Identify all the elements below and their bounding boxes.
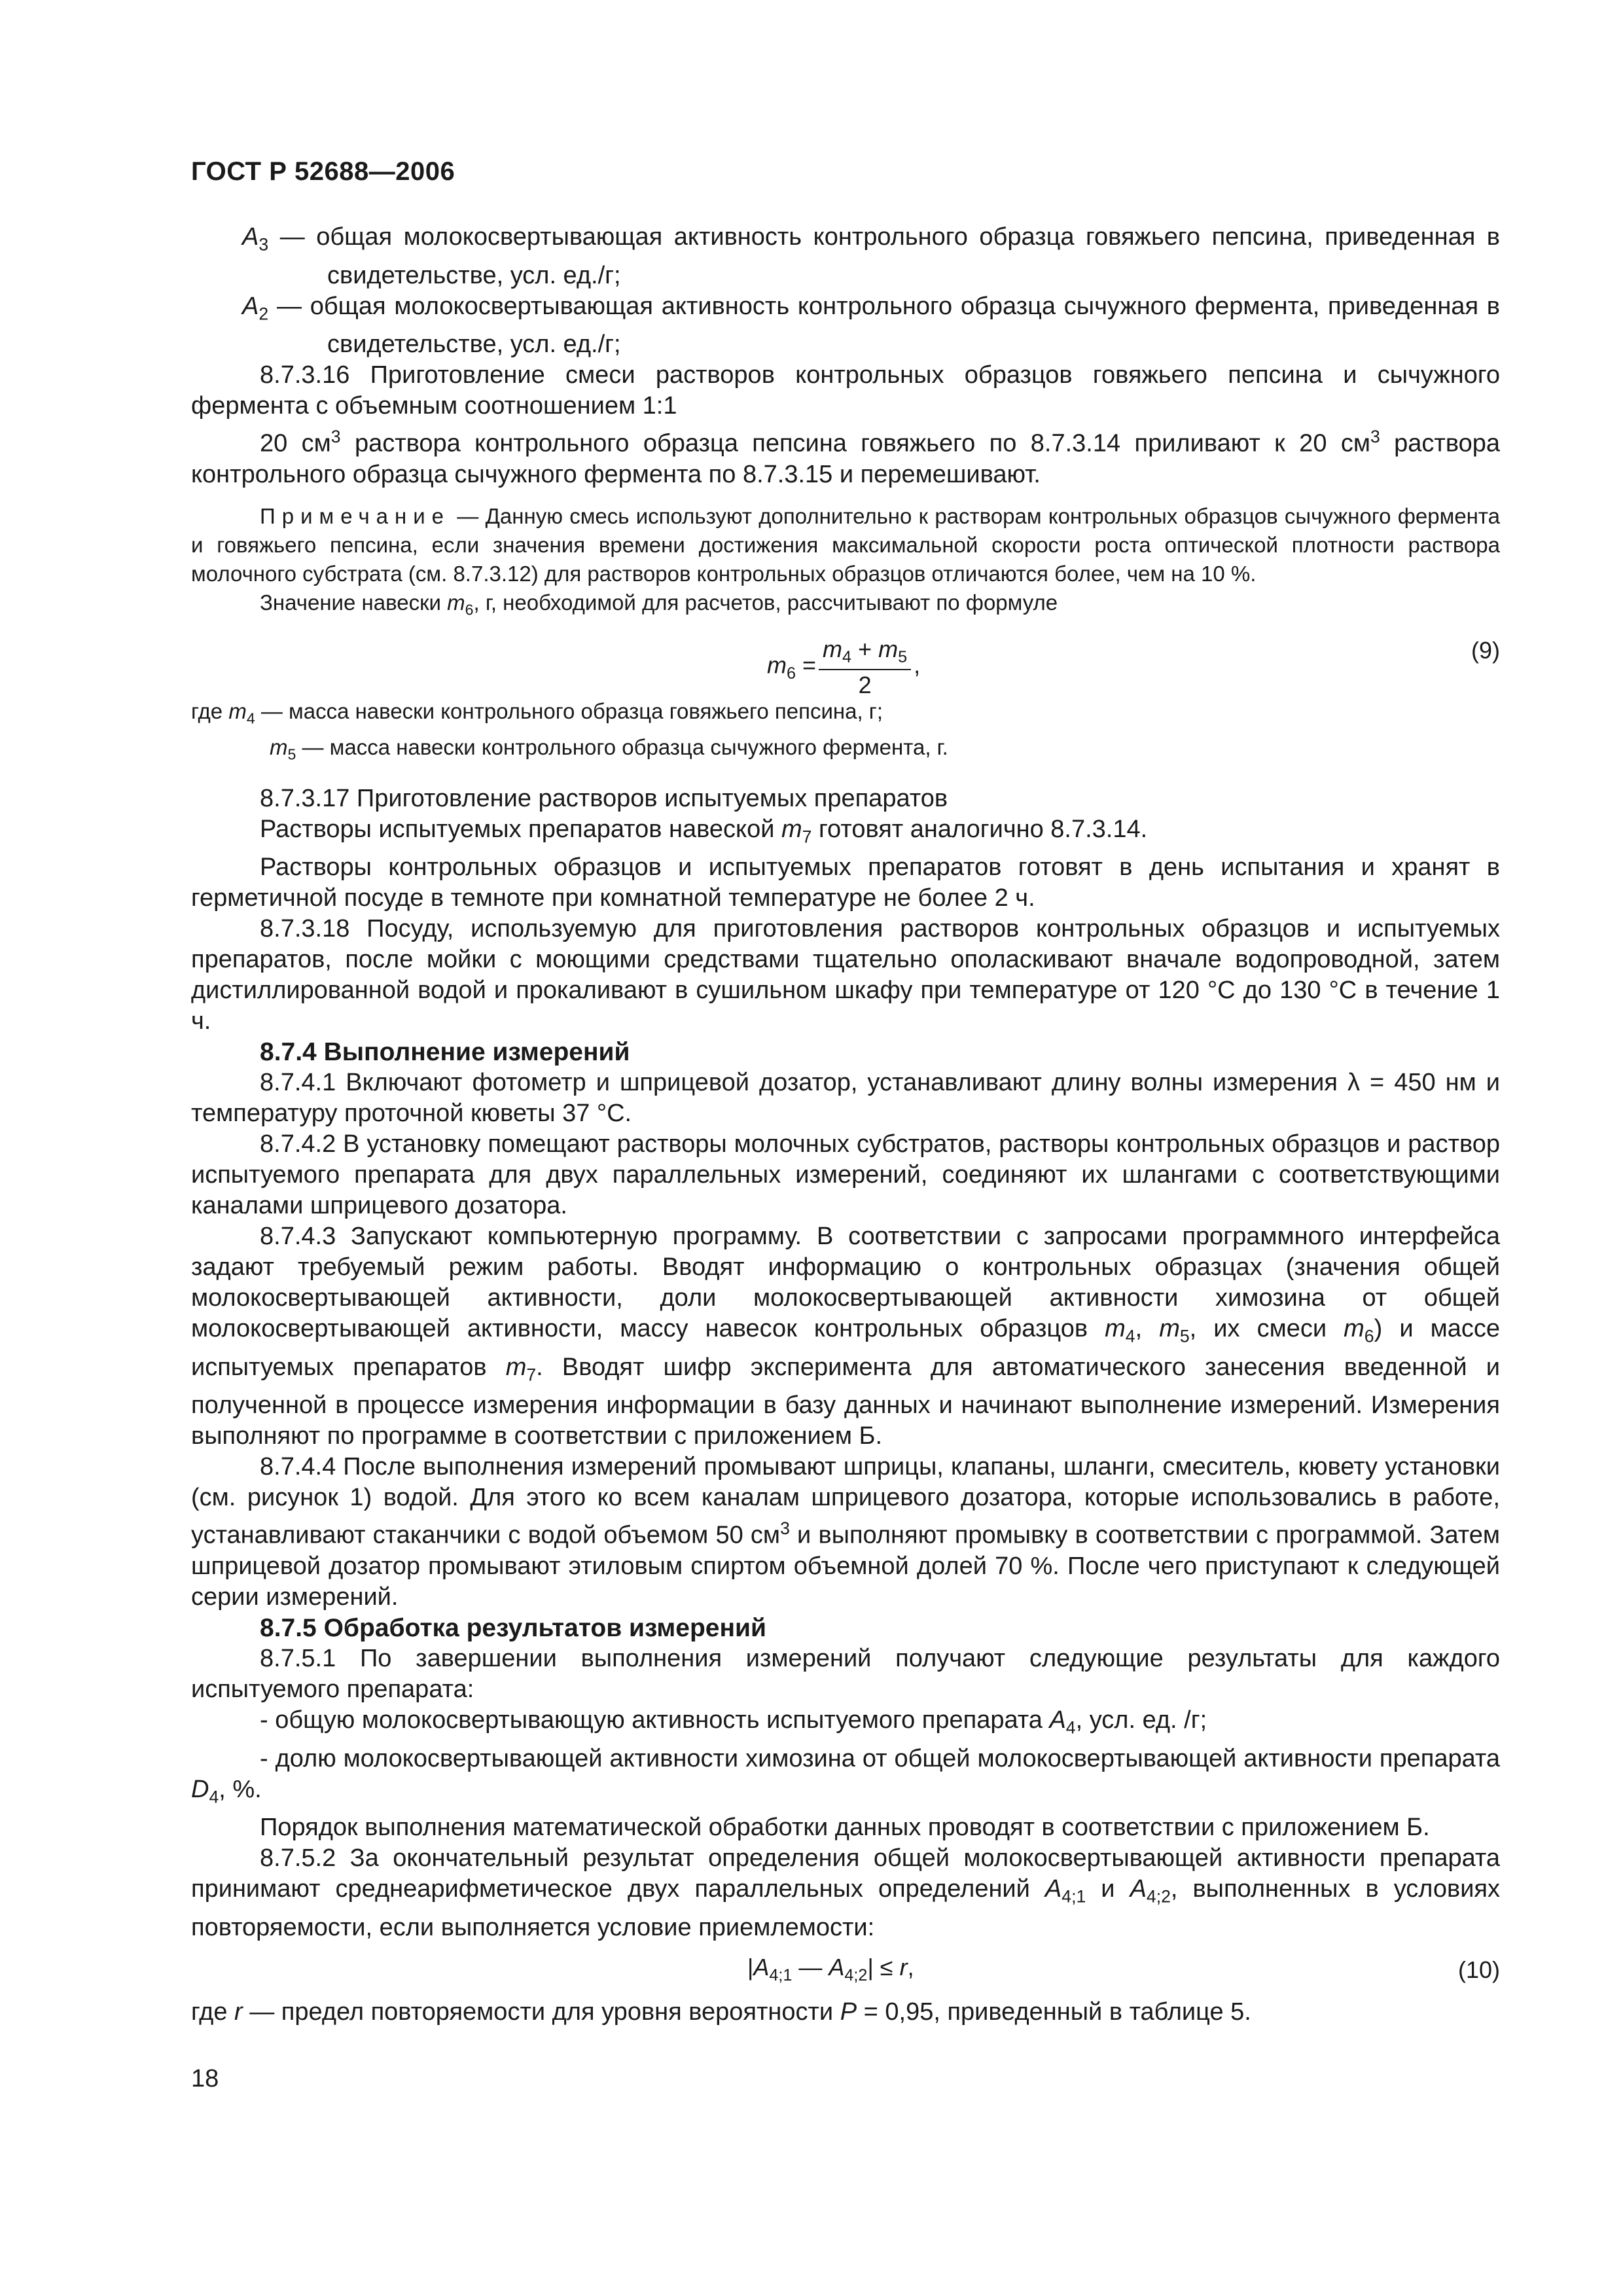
formula-10 bbox=[191, 1947, 1500, 1990]
formula-10-number: (10) bbox=[1457, 1956, 1500, 1983]
document-header: ГОСТ Р 52688—2006 bbox=[191, 157, 455, 186]
clause-8-7-4-2: 8.7.4.2 В установку помещают растворы молочных субстратов, растворы контрольных образцов и раствор испытуемого препарата для двух параллельных измерений, соединяют их шлангами с соответствующими каналами шприцевого дозатора. bbox=[191, 1130, 1500, 1220]
clause-8-7-3-18: 8.7.3.18 Посуду, используемую для приготовления растворов контрольных образцов и испытуемых препаратов, после мойки с моющими средствами тщательно ополаскивают вначале водопроводной, затем дистиллированной водой и прокаливают в сушильном шкафу при температуре от 120 °С до 130 °С в течение 1 ч. bbox=[191, 915, 1500, 1035]
definition-a3: $A_3$ — общая молокосвертывающая активность контрольного образца говяжьего пепсина, приведенная в свидетельстве, усл. ед./г; bbox=[242, 223, 1500, 289]
section-heading-8-7-4: 8.7.4 Выполнение измерений bbox=[260, 1038, 630, 1067]
document-page bbox=[191, 157, 1500, 2028]
definition-m4: где $m_4$ — масса навески контрольного образца говяжьего пепсина, г; bbox=[191, 699, 883, 728]
clause-8-7-3-16: 8.7.3.16 Приготовление смеси растворов контрольных образцов говяжьего пепсина и сычужного фермента с объемным соотношением 1:1 bbox=[191, 361, 1500, 420]
note: Примечание — Данную смесь используют дополнительно к растворам контрольных образцов сычужного фермента и говяжьего пепсина, если значения времени достижения максимальной скорости роста оптической плотности раствора молочного субстрата (см. 8.7.3.12) для растворов контрольных образцов отличаются более, чем на 10 %. bbox=[191, 503, 1500, 586]
clause-8-7-4-4: 8.7.4.4 После выполнения измерений промывают шприцы, клапаны, шланги, смеситель, кювету установки (см. рисунок 1) водой. Для этого ко всем каналам шприцевого дозатора, которые использовались в работе, устанавливают стаканчики с водой объемом 50 $см^3$ и выполняют промывку в соответствии с программой. Затем шприцевой дозатор промывают этиловым спиртом объемной долей 70 %. После чего приступают к следующей серии измерений. bbox=[191, 1453, 1501, 1611]
m7-instruction: Растворы испытуемых препаратов навеской $m_7$ готовят аналогично 8.7.3.14. bbox=[260, 815, 1148, 847]
m6-intro: Значение навески $m_6$, г, необходимой для расчетов, рассчитывают по формуле bbox=[260, 590, 1058, 619]
definition-m5: $m_5$ — масса навески контрольного образца сычужного фермента, г. bbox=[270, 735, 948, 763]
bullet-a4: - общую молокосвертывающую активность испытуемого препарата $A_4$, усл. ед. /г; bbox=[260, 1706, 1207, 1738]
processing-order: Порядок выполнения математической обработки данных проводят в соответствии с приложением Б. bbox=[260, 1814, 1430, 1842]
definition-a2: $A_2$ — общая молокосвертывающая активность контрольного образца сычужного фермента, приведенная в свидетельстве, усл. ед./г; bbox=[242, 292, 1500, 359]
page-number: 18 bbox=[191, 2065, 219, 2092]
formula-9 bbox=[191, 628, 1500, 698]
formula-10-expression: $|A_{4;1}$ — $A_{4;2}| \le r$, bbox=[747, 1953, 914, 1985]
definitions-a bbox=[242, 222, 1500, 360]
mix-instruction: 20 $см^3$ раствора контрольного образца пепсина говяжьего по 8.7.3.14 приливают к 20 $см^3$ раствора контрольного образца сычужного фермента по 8.7.3.15 и перемешивают. bbox=[191, 427, 1500, 488]
repeatability-definition: где r — предел повторяемости для уровня вероятности P = 0,95, приведенный в таблице 5. bbox=[191, 1998, 1251, 2026]
storage-instruction: Растворы контрольных образцов и испытуемых препаратов готовят в день испытания и хранят в герметичной посуде в темноте при комнатной температуре не более 2 ч. bbox=[191, 853, 1500, 912]
formula-9-number: (9) bbox=[1471, 637, 1500, 664]
section-heading-8-7-5: 8.7.5 Обработка результатов измерений bbox=[260, 1614, 766, 1643]
clause-8-7-3-17: 8.7.3.17 Приготовление растворов испытуемых препаратов bbox=[260, 784, 948, 812]
bullet-d4: - долю молокосвертывающей активности химозина от общей молокосвертывающей активности препарата $D_4$, %. bbox=[191, 1744, 1500, 1807]
clause-8-7-4-3: 8.7.4.3 Запускают компьютерную программу. В соответствии с запросами программного интерфейса задают требуемый режим работы. Вводят информацию о контрольных образцах (значения общей молокосвертывающей активности, доли молокосвертывающей активности химозина от общей молокосвертывающей активности, массу навесок контрольных образцов $m_4$, $m_5$, их смеси $m_6$) и массе испытуемых препаратов $m_7$. Вводят шифр эксперимента для автоматического занесения введенной и полученной в процессе измерения информации в базу данных и начинают выполнение измерений. Измерения выполняют по программе в соответствии с приложением Б. bbox=[191, 1223, 1501, 1450]
clause-8-7-5-1: 8.7.5.1 По завершении выполнения измерений получают следующие результаты для каждого испытуемого препарата: bbox=[191, 1645, 1500, 1704]
clause-8-7-4-1: 8.7.4.1 Включают фотометр и шприцевой дозатор, устанавливают длину волны измерения λ = 450 нм и температуру проточной кюветы 37 °С. bbox=[191, 1069, 1500, 1128]
formula-9-expression: $m_6$ = $\frac{m_4 + m_5}{2}$ , bbox=[767, 636, 921, 698]
clause-8-7-5-2: 8.7.5.2 За окончательный результат определения общей молокосвертывающей активности препарата принимают среднеарифметическое двух параллельных определений $A_{4;1}$ и $A_{4;2}$, выполненных в условиях повторяемости, если выполняется условие приемлемости: bbox=[191, 1844, 1500, 1941]
